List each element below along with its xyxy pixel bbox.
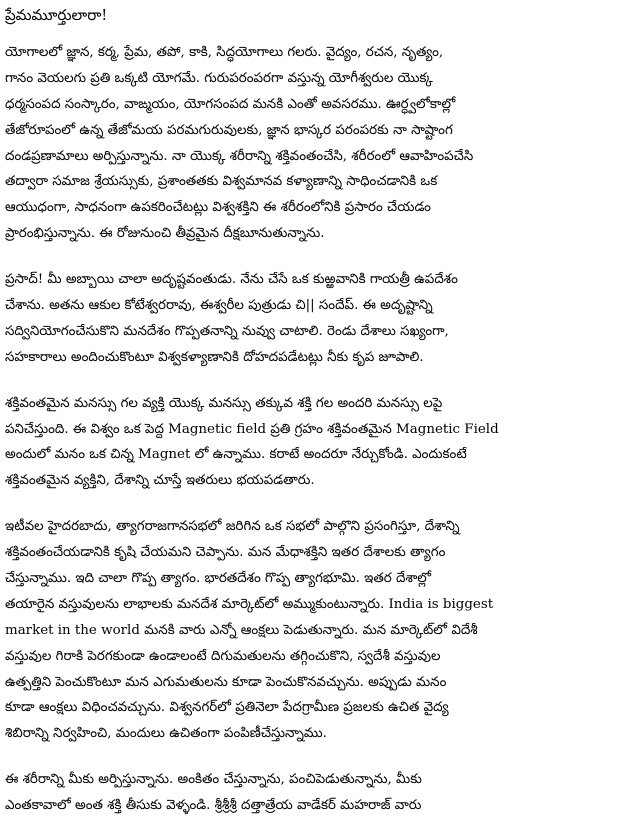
paragraph-hyderabad (5, 514, 633, 747)
text-line: చేశాను. అతను ఆకుల కోటేశ్వరరావు, ఈశ్వరీల పుత్రుడు చి|| సందేప్. ఈ అదృష్టాన్ని (5, 298, 433, 314)
text-line: చేస్తున్నాము. ఇది చాలా గొప్ప త్యాగం. భారతదేశం గొప్ప త్యాగభూమి. ఇతర దేశాల్లో (5, 571, 432, 587)
text-line: దండప్రణామాలు అర్పిస్తున్నాను. నా యొక్క శరీరాన్ని శక్తివంతంచేసి, శరీరంలో ఆవాహింపచేసి (5, 148, 474, 164)
text-line: ఇటీవల హైదరబాదు, త్యాగరాజగానసభలో జరిగిన ఒక సభలో పాల్గొని ప్రసంగిస్తూ, దేశాన్ని (5, 519, 460, 535)
text-line: గానం వెయలగు ప్రతి ఒక్కటి యోగమే. గురుపరంపరగా వస్తున్న యోగీశ్వరుల యొక్క (5, 70, 433, 86)
text-line: సహకారాలు అందించుకొంటూ విశ్వకళ్యాణానికి దోహదపడేటట్లు నీకు కృప జూపాలి. (5, 349, 424, 365)
text-line: తద్వారా సమాజ శ్రేయస్సుకు, ప్రశాంతతకు విశ్వమానవ కళ్యాణాన్ని సాధించడానికి ఒక (5, 174, 438, 190)
text-line: వస్తువుల గిరాకి పెరగకుండా ఉండాలంటే దిగుమతులను తగ్గించుకొని, స్వదేశీ వస్తువుల (5, 648, 441, 664)
text-line: ఈ శరీరాన్ని మీకు అర్పిస్తున్నాను. అంకితం చేస్తున్నాను, పంచిపెడుతున్నాను, మీకు (5, 772, 422, 788)
text-line: market in the world మనకి వారు ఎన్నో ఆంక్షలు పెడుతున్నారు. మన మార్కెట్‌లో విదేశీ (5, 622, 478, 638)
text-line: ఆయుధంగా, సాధనంగా ఉపకరించేటట్లు విశ్వశక్తిని ఈ శరీరంలోనికి ప్రసారం చేయడం (5, 200, 431, 216)
text-line: తయారైన వస్తువులను లాభాలకు మనదేశ మార్కెట్‌లో అమ్ముకుంటున్నారు. India is biggest (5, 596, 494, 612)
text-line: శక్తివంతమైన మనస్సు గల వ్యక్తి యొక్క మనస్సు తక్కువ శక్తి గల అందరి మనస్సు లపై (5, 395, 443, 411)
paragraph-prasad (5, 267, 633, 371)
text-line: ప్రసాద్! మీ అబ్బాయి చాలా అదృష్టవంతుడు. నేను చేసే ఒక కుఱ్ఱవానికి గాయత్రీ ఉపదేశం (5, 272, 458, 288)
document-heading: ప్రేమమూర్తులారా! (5, 6, 108, 24)
text-line: కూడా ఆంక్షలు విధించవచ్చును. విశ్వనగర్‌లో ప్రతినెలా పేదగ్రామీణ ప్రజలకు ఉచిత వైద్య (5, 700, 449, 716)
text-line: శక్తివంతంచేయడానికి కృషి చేయమని చెప్పాను. మన మేధాశక్తిని ఇతర దేశాలకు త్యాగం (5, 545, 446, 561)
paragraph-dedication (5, 767, 633, 819)
text-line: యోగాలలో జ్ఞాన, కర్మ, ప్రేమ, తపో, కాకి, సిద్ధయోగాలు గలరు. వైద్యం, రచన, నృత్యం, (5, 45, 444, 60)
text-line: శక్తివంతమైన వ్యక్తిని, దేశాన్ని చూస్తే ఇతరులు భయపడతారు. (5, 473, 315, 489)
text-line: పనిచేస్తుంది. ఈ విశ్వం ఒక పెద్ద Magnetic field ప్రతి గ్రహం శక్తివంతమైన Magnetic Field (5, 421, 499, 437)
text-line: సద్వినియోగంచేసుకొని మనదేశం గొప్పతనాన్ని నువ్వు చాటాలి. రెండు దేశాలు సఖ్యంగా, (5, 323, 449, 339)
paragraph-magnetic-field (5, 391, 633, 495)
text-line: ఎంతకావాలో అంత శక్తి తీసుకు వెళ్ళండి. శ్రీశ్రీశ్రీ దత్తాత్రేయ వాడేకర్ మహరాజ్ వారు (5, 798, 422, 814)
text-line: ప్రారంభిస్తున్నాను. ఈ రోజునుంచి తీవ్రమైన దీక్షబూనుతున్నాను. (5, 226, 325, 242)
text-line: తేజోరూపంలో ఉన్న తేజోమయ పరమగురువులకు, జ్ఞాన భాస్కర పరంపరకు నా సాష్టాంగ (5, 122, 453, 138)
text-line: అందులో మనం ఒక చిన్న Magnet లో ఉన్నాము. కరాటే అందరూ నేర్చుకోండి. ఎందుకంటే (5, 447, 467, 463)
paragraph-yoga (5, 40, 633, 247)
text-line: ధర్మసంపద సంస్కారం, వాఙ్మయం, యోగసంపద మనకి ఎంతో అవసరము. ఊర్ధ్వలోకాల్లో (5, 96, 456, 112)
text-line: శిబిరాన్ని నిర్వహించి, మందులు ఉచితంగా పంపిణీచేస్తున్నాము. (5, 726, 327, 742)
document-page (5, 4, 633, 839)
text-line: ఉత్పత్తిని పెంచుకొంటూ మన ఎగుమతులను కూడా పెంచుకొనవచ్చును. అప్పుడు మనం (5, 674, 447, 690)
